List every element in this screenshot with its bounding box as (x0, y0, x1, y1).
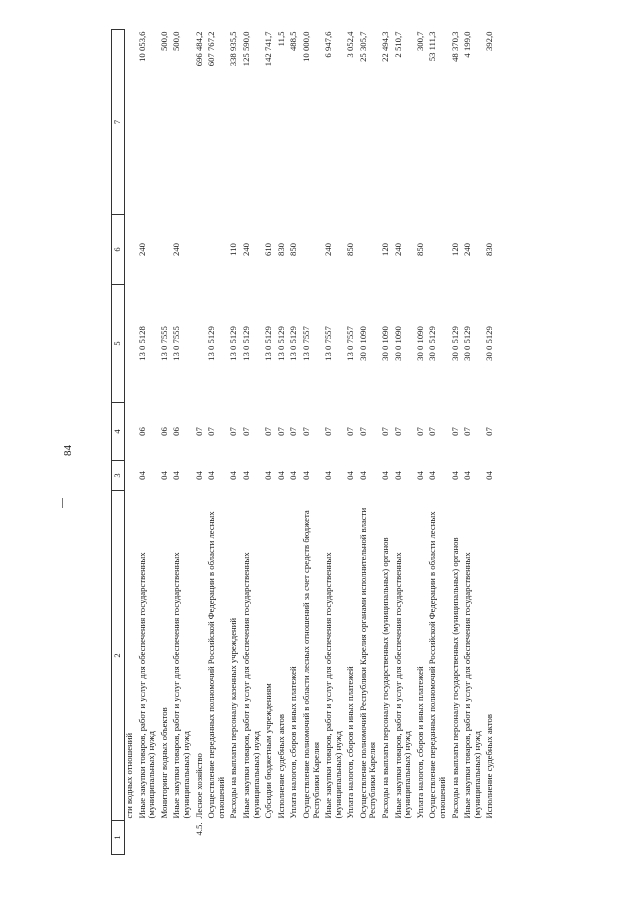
expense-type-cell: 120 (380, 242, 391, 257)
item-name-cell: Мониторинг водных объектов (158, 707, 169, 819)
target-item-cell: 13 0 5129 (240, 326, 251, 361)
row-number-cell (460, 821, 482, 855)
table-row (391, 30, 413, 855)
target-item-cell: 30 0 1090 (392, 326, 403, 361)
row-number-cell (226, 821, 239, 855)
item-name-cell: Уплата налогов, сборов и иных платежей (414, 666, 425, 819)
column-number-row (112, 30, 125, 855)
expense-type-cell (192, 215, 205, 285)
rotated-page-content (111, 30, 611, 855)
section-code-cell: 04 (206, 471, 217, 480)
item-name-cell: Осуществление полномочий Республики Карелия органами исполнительной власти Республики Карелия (357, 507, 378, 819)
item-name-cell: Осуществление переданных полномочий Российской Федерации в области лесных отношений (427, 511, 448, 819)
amount-cell: 48 370,3 (449, 31, 460, 62)
target-item-cell: 13 0 7555 (171, 326, 182, 361)
expense-type-cell: 240 (240, 242, 251, 257)
amount-cell: 338 935,5 (228, 31, 239, 67)
table-row (157, 30, 170, 855)
item-name-cell: Уплата налогов, сборов и иных платежей (288, 666, 299, 819)
table-row (482, 30, 495, 855)
row-number-cell (321, 821, 343, 855)
section-code-cell: 04 (193, 471, 204, 480)
amount-cell: 11,5 (275, 31, 286, 47)
amount-cell: 10 000,0 (300, 31, 311, 62)
item-name-cell: Лесное хозяйство (193, 753, 204, 819)
section-code-cell (125, 461, 135, 491)
section-code-cell: 04 (357, 471, 368, 480)
target-item-cell: 30 0 5129 (462, 326, 473, 361)
column-header: 2 (112, 491, 125, 821)
table-row (378, 30, 391, 855)
item-name-cell: Осуществление переданных полномочий Российской Федерации в области лесных отношений (206, 511, 226, 819)
row-number-cell (356, 821, 378, 855)
table-row (321, 30, 343, 855)
expense-type-cell: 850 (345, 242, 356, 257)
amount-cell: 500,0 (158, 31, 169, 52)
amount-cell: 125 590,0 (240, 31, 251, 67)
budget-table (111, 29, 495, 855)
target-item-cell: 13 0 7555 (158, 326, 169, 361)
item-name-cell: Исполнение судебных актов (484, 714, 495, 819)
target-item-cell: 13 0 5128 (136, 326, 147, 361)
row-number-cell (378, 821, 391, 855)
row-number-cell (125, 821, 135, 855)
amount-cell: 696 484,2 (193, 31, 204, 67)
target-item-cell: 13 0 5129 (228, 326, 239, 361)
column-header: 6 (112, 215, 125, 285)
target-item-cell: 13 0 7557 (345, 326, 356, 361)
row-number-cell (157, 821, 170, 855)
expense-type-cell (157, 215, 170, 285)
table-row (192, 30, 205, 855)
subsection-code-cell: 07 (300, 427, 311, 436)
expense-type-cell: 850 (414, 242, 425, 257)
row-number-cell (204, 821, 226, 855)
section-code-cell: 04 (449, 471, 460, 480)
section-code-cell: 04 (171, 471, 182, 480)
amount-cell: 3 052,4 (345, 31, 356, 58)
row-number-cell (261, 821, 274, 855)
expense-type-cell: 830 (275, 242, 286, 257)
target-item-cell: 13 0 5129 (206, 326, 217, 361)
amount-cell: 2 510,7 (392, 31, 403, 58)
amount-cell: 607 767,2 (206, 31, 217, 67)
section-code-cell: 04 (275, 471, 286, 480)
subsection-code-cell: 07 (206, 427, 217, 436)
item-name-cell: Субсидии бюджетным учреждениям (263, 683, 274, 819)
expense-type-cell (125, 215, 135, 285)
table-row (125, 30, 135, 855)
row-number-cell: 4.5. (193, 822, 204, 836)
table-row (169, 30, 191, 855)
item-name-cell: Иные закупки товаров, работ и услуг для обеспечения государственных (муниципальных) нужд (136, 552, 157, 819)
row-number-cell (239, 821, 261, 855)
target-item-cell: 13 0 5129 (288, 326, 299, 361)
item-name-cell: Расходы на выплаты персоналу казенных учреждений (228, 617, 239, 819)
amount-cell: 4 199,0 (462, 31, 473, 58)
target-item-cell: 30 0 5129 (449, 326, 460, 361)
expense-type-cell: 110 (228, 243, 239, 256)
section-code-cell: 04 (345, 471, 356, 480)
expense-type-cell (204, 215, 226, 285)
subsection-code-cell: 07 (193, 427, 204, 436)
row-number-cell (391, 821, 413, 855)
amount-cell: 6 947,6 (323, 31, 334, 58)
row-number-cell (343, 821, 356, 855)
column-header: 1 (112, 821, 125, 855)
column-header: 4 (112, 403, 125, 461)
table-row (299, 30, 321, 855)
item-name-cell: Уплата налогов, сборов и иных платежей (345, 666, 356, 819)
item-name-cell: Иные закупки товаров, работ и услуг для обеспечения государственных (муниципальных) нужд (462, 552, 482, 819)
table-row (274, 30, 287, 855)
section-code-cell: 04 (158, 471, 169, 480)
subsection-code-cell: 06 (171, 427, 182, 436)
row-number-cell (274, 821, 287, 855)
amount-cell: 25 305,7 (357, 31, 368, 62)
amount-cell: 53 111,3 (427, 31, 438, 62)
table-body (125, 30, 496, 855)
target-item-cell (125, 285, 135, 403)
subsection-code-cell: 06 (158, 427, 169, 436)
subsection-code-cell: 07 (414, 427, 425, 436)
item-name-cell: Осуществление полномочий в области лесных отношений за счет средств бюджета Республики Карелия (300, 510, 321, 819)
table-row (204, 30, 226, 855)
expense-type-cell: 120 (449, 242, 460, 257)
expense-type-cell (356, 215, 378, 285)
column-header: 7 (112, 30, 125, 215)
section-code-cell: 04 (263, 471, 274, 480)
section-code-cell: 04 (414, 471, 425, 480)
expense-type-cell: 830 (484, 242, 495, 257)
item-name-cell: Иные закупки товаров, работ и услуг для обеспечения государственных (муниципальных) нужд (171, 552, 191, 819)
item-name-cell: Иные закупки товаров, работ и услуг для обеспечения государственных (муниципальных) нужд (392, 552, 413, 819)
target-item-cell: 30 0 1090 (380, 326, 391, 361)
item-name-cell: Расходы на выплаты персоналу государственных (муниципальных) органов (380, 537, 391, 819)
subsection-code-cell: 07 (357, 427, 368, 436)
target-item-cell: 13 0 7557 (323, 326, 334, 361)
item-name-cell: Иные закупки товаров, работ и услуг для обеспечения государственных (муниципальных) нужд (240, 552, 261, 819)
section-code-cell: 04 (136, 471, 147, 480)
table-row (356, 30, 378, 855)
subsection-code-cell: 07 (263, 427, 274, 436)
target-item-cell (192, 285, 205, 403)
subsection-code-cell: 07 (288, 427, 299, 436)
subsection-code-cell: 07 (345, 427, 356, 436)
target-item-cell: 30 0 5129 (427, 326, 438, 361)
column-header: 3 (112, 461, 125, 491)
expense-type-cell: 240 (392, 242, 403, 257)
section-code-cell: 04 (462, 471, 473, 480)
target-item-cell: 30 0 1090 (357, 326, 368, 361)
subsection-code-cell: 06 (136, 427, 147, 436)
subsection-code-cell: 07 (392, 427, 403, 436)
target-item-cell: 13 0 5129 (263, 326, 274, 361)
amount-cell: 22 494,3 (380, 31, 391, 62)
item-name-cell: Расходы на выплаты персоналу государственных (муниципальных) органов (449, 537, 460, 819)
item-name-cell: сти водных отношений (124, 732, 134, 819)
column-header: 5 (112, 285, 125, 403)
subsection-code-cell: 07 (449, 427, 460, 436)
expense-type-cell: 610 (263, 242, 274, 257)
table-row (343, 30, 356, 855)
amount-cell: 500,0 (171, 31, 182, 52)
amount-cell (125, 30, 135, 215)
table-row (425, 30, 447, 855)
row-number-cell (413, 821, 426, 855)
table-header (112, 30, 125, 855)
section-code-cell: 04 (392, 471, 403, 480)
subsection-code-cell: 07 (323, 427, 334, 436)
target-item-cell: 13 0 7557 (300, 326, 311, 361)
section-code-cell: 04 (228, 471, 239, 480)
row-number-cell (286, 821, 299, 855)
subsection-code-cell: 07 (240, 427, 251, 436)
target-item-cell: 30 0 1090 (414, 326, 425, 361)
item-name-cell: Исполнение судебных актов (275, 714, 286, 819)
expense-type-cell: 240 (323, 242, 334, 257)
row-number-cell (169, 821, 191, 855)
table-row (413, 30, 426, 855)
table-row (261, 30, 274, 855)
expense-type-cell: 850 (288, 242, 299, 257)
section-code-cell: 04 (427, 471, 438, 480)
table-row (448, 30, 461, 855)
subsection-code-cell: 07 (427, 427, 438, 436)
row-number-cell (482, 821, 495, 855)
page-number: 84 (62, 445, 74, 456)
amount-cell: 142 741,7 (263, 31, 274, 67)
section-code-cell: 04 (288, 471, 299, 480)
subsection-code-cell: 07 (380, 427, 391, 436)
expense-type-cell (299, 215, 321, 285)
table-row (135, 30, 157, 855)
section-code-cell: 04 (240, 471, 251, 480)
subsection-code-cell: 07 (484, 427, 495, 436)
expense-type-cell: 240 (462, 242, 473, 257)
section-code-cell: 04 (323, 471, 334, 480)
target-item-cell: 13 0 5129 (275, 326, 286, 361)
section-code-cell: 04 (300, 471, 311, 480)
table-row (226, 30, 239, 855)
amount-cell: 488,5 (288, 31, 299, 52)
row-number-cell (135, 821, 157, 855)
table-row (239, 30, 261, 855)
expense-type-cell (425, 215, 447, 285)
subsection-code-cell: 07 (462, 427, 473, 436)
item-name-cell: Иные закупки товаров, работ и услуг для обеспечения государственных (муниципальных) нужд (323, 552, 343, 819)
target-item-cell: 30 0 5129 (484, 326, 495, 361)
subsection-code-cell (125, 403, 135, 461)
section-code-cell: 04 (380, 471, 391, 480)
table-row (286, 30, 299, 855)
table-row (460, 30, 482, 855)
row-number-cell (448, 821, 461, 855)
expense-type-cell: 240 (171, 242, 182, 257)
subsection-code-cell: 07 (228, 427, 239, 436)
row-number-cell (299, 821, 321, 855)
expense-type-cell: 240 (136, 242, 147, 257)
amount-cell: 10 053,6 (136, 31, 147, 62)
amount-cell: 392,0 (484, 31, 495, 52)
amount-cell: 300,7 (414, 31, 425, 52)
subsection-code-cell: 07 (275, 427, 286, 436)
section-code-cell: 04 (484, 471, 495, 480)
row-number-cell (425, 821, 447, 855)
scan-mark (62, 498, 63, 508)
